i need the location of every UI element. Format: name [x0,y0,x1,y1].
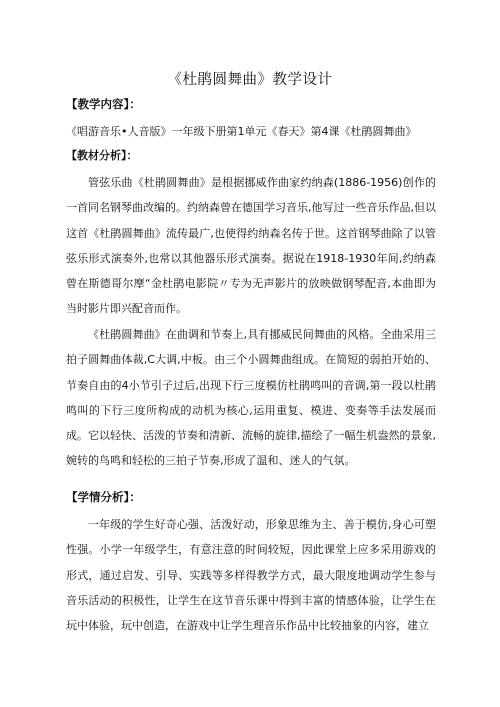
lesson-line [66,120,438,167]
page-title: 《杜鹃圆舞曲》教学设计 [167,72,333,88]
material-analysis-heading: 【教材分析】： [66,148,138,162]
teaching-content-heading: 【教学内容】： [66,97,141,111]
lesson-text: 《唱游音乐•人音版》一年级下册第1单元《春天》第4课《杜鹃圆舞曲》 [66,125,417,138]
student-analysis-paragraph: 一年级的学生好奇心强、活泼好动，形象思维为主、善于模仿,身心可塑性强。小学一年级学生，有意注意的时间较短，因此课堂上应多采用游戏的形式，通过启发、引导、实践等多样得教学方式，最大限度地调动学生参与音乐活动的积极性，让学生在这节音乐课中得到丰富的情感体验，让学生在玩中体验，玩中创造，在游戏中让学生理音乐作品中比较抽象的内容，建立 [66,518,436,633]
student-analysis-heading: 【学情分析】： [66,490,141,504]
analysis-paragraph-2: 《杜鹃圆舞曲》在曲调和节奏上,具有挪威民间舞曲的风格。全曲采用三拍子圆舞曲体裁,C大调,中板。由三个小圆舞曲组成。在简短的弱拍开始的、节奏自由的4小节引子过后,出现下行三度模仿杜鹃鸣叫的音调,第一段以杜鹃鸣叫的下行三度所构成的动机为核心,运用重复、模进、变奏等手法发展而成。它以轻快、活泼的节奏和清新、流畅的旋律,描绘了一幅生机盎然的景象,婉转的鸟鸣和轻松的三拍子节奏,形成了温和、迷人的气氛。 [66,328,436,468]
analysis-paragraph-1: 管弦乐曲《杜鹃圆舞曲》是根据挪威作曲家约纳森(1886-1956)创作的一首同名钢琴曲改编的。约纳森曾在德国学习音乐,他写过一些音乐作品,但以这首《杜鹃圆舞曲》流传最广,也使得约纳森名传于世。这首钢琴曲除了以管弦乐形式演奏外,也常以其他器乐形式演奏。据说在1918-1930年间,约纳森曾在斯德哥尔摩“金杜鹃电影院〃专为无声影片的放映做钢琴配音,本曲即为当时影片即兴配音而作。 [66,176,436,316]
